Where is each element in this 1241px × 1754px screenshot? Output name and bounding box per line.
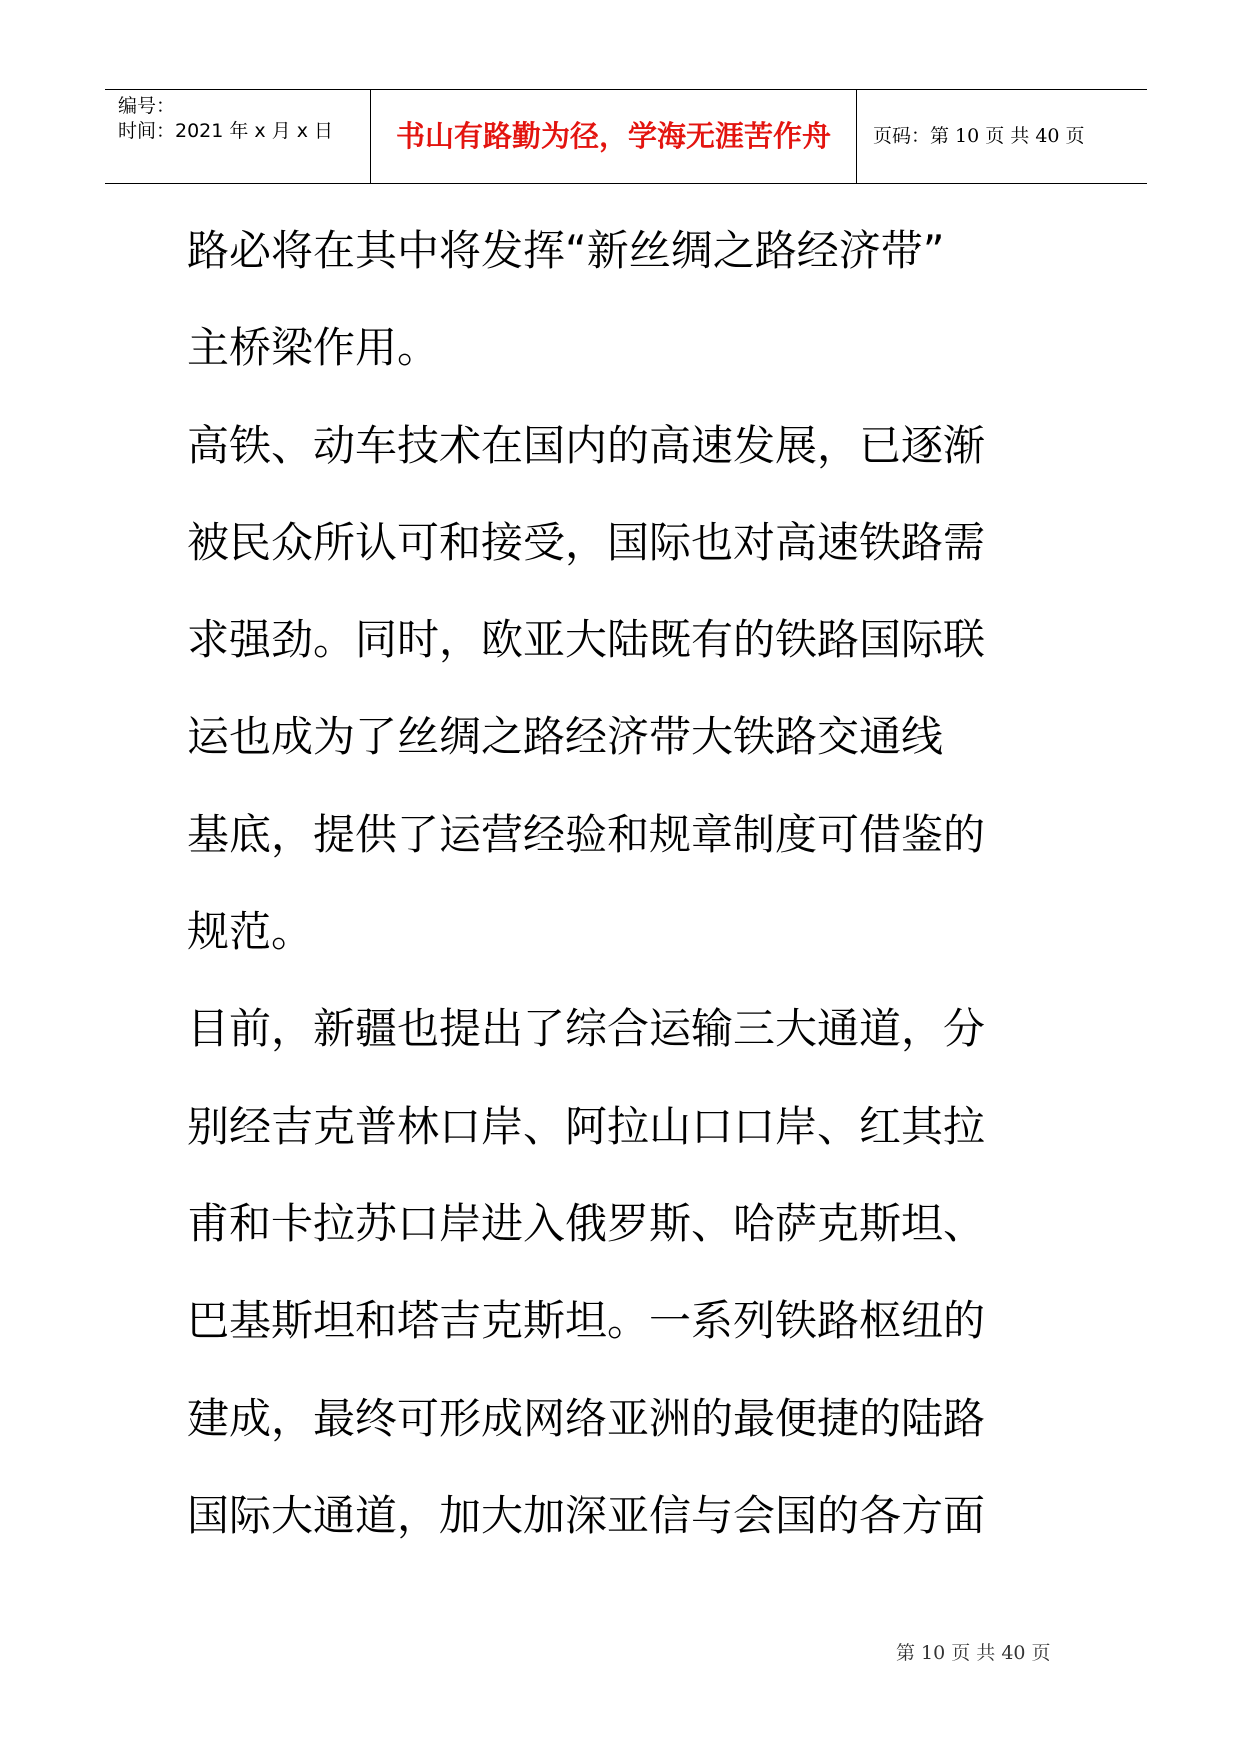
body-line: 建成，最终可形成网络亚洲的最便捷的陆路 <box>187 1393 986 1443</box>
header-page-cell <box>857 90 1147 183</box>
body-line: 高铁、动车技术在国内的高速发展，已逐渐 <box>187 420 986 470</box>
body-line: 甫和卡拉苏口岸进入俄罗斯、哈萨克斯坦、 <box>187 1198 986 1248</box>
body-line: 运也成为了丝绸之路经济带大铁路交通线 <box>187 712 944 762</box>
body-line: 规范。 <box>187 907 314 957</box>
document-header <box>105 89 1147 184</box>
header-page-code: 页码：第 10 页 共 40 页 <box>873 125 1085 147</box>
body-line: 巴基斯坦和塔吉克斯坦。一系列铁路枢纽的 <box>187 1296 986 1346</box>
body-line: 被民众所认可和接受，国际也对高速铁路需 <box>187 517 986 567</box>
page-footer: 第 10 页 共 40 页 <box>896 1642 1051 1664</box>
body-line: 路必将在其中将发挥“新丝绸之路经济带” <box>187 226 945 275</box>
body-line: 基底，提供了运营经验和规章制度可借鉴的 <box>187 809 986 859</box>
body-line: 别经吉克普林口岸、阿拉山口口岸、红其拉 <box>187 1101 986 1151</box>
body-line: 国际大通道，加大加深亚信与会国的各方面 <box>187 1490 986 1540</box>
header-meta-cell <box>105 90 370 183</box>
header-motto-cell <box>370 90 857 183</box>
body-line: 目前，新疆也提出了综合运输三大通道，分 <box>187 1004 986 1054</box>
body-line: 主桥梁作用。 <box>187 323 440 373</box>
document-body <box>187 211 1087 1573</box>
document-number-label: 编号： <box>118 95 176 117</box>
body-line: 求强劲。同时，欧亚大陆既有的铁路国际联 <box>187 615 986 665</box>
document-time-label: 时间：2021 年 x 月 x 日 <box>118 120 334 142</box>
header-motto: 书山有路勤为径，学海无涯苦作舟 <box>395 119 831 153</box>
